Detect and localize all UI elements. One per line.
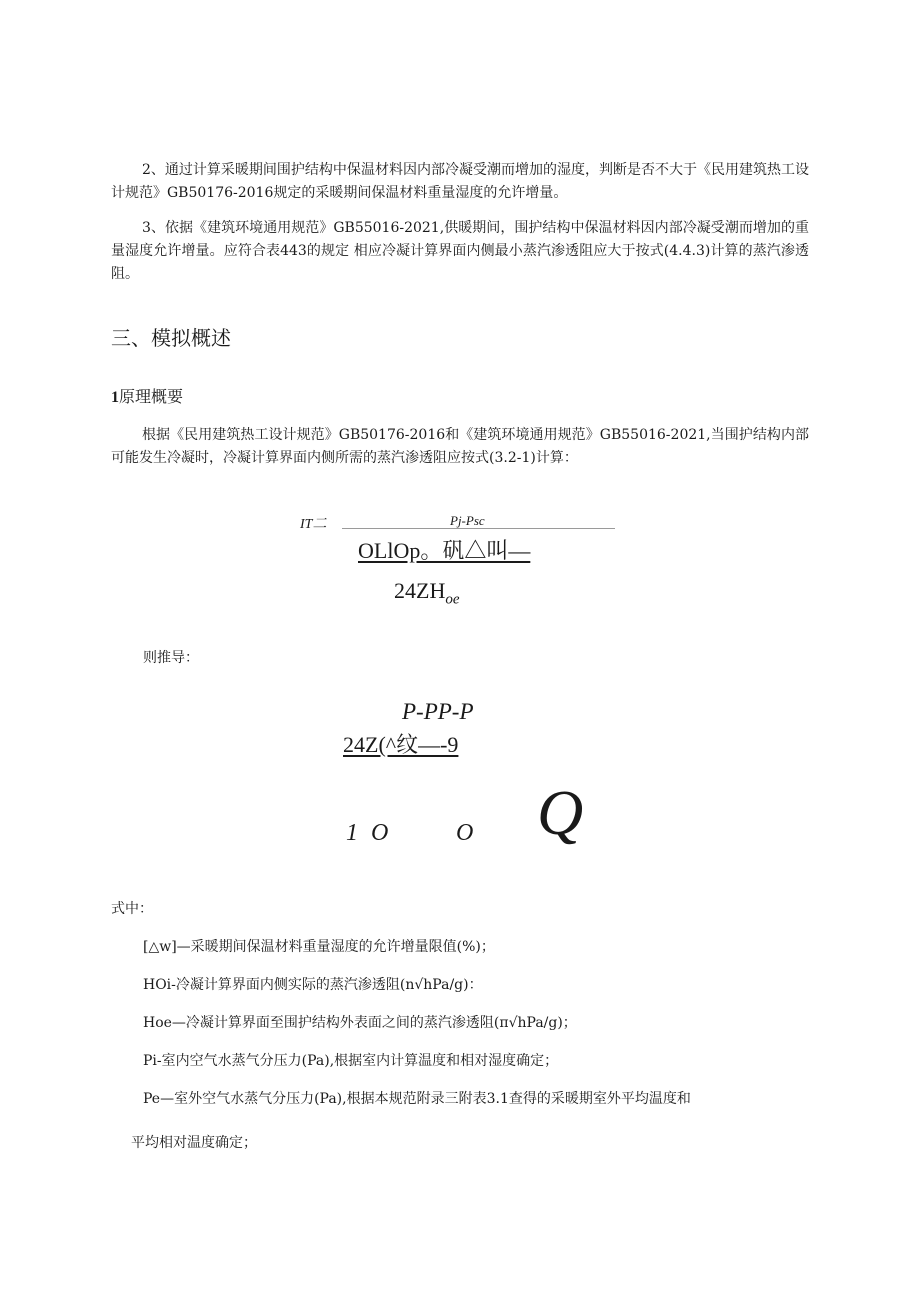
definition-delta-w: [△w]—采暖期间保温材料重量湿度的允许增量限值(%)；: [143, 939, 495, 955]
definition-hoe: Hoe—冷凝计算界面至围护结构外表面之间的蒸汽渗透阻(π√hPa/g)；: [143, 1015, 577, 1031]
subsection-heading: [111, 384, 183, 407]
paragraph-2: 2、通过计算采暖期间围护结构中保温材料因内部冷凝受潮而增加的湿度，判断是否不大于《民用建筑热工设计规范》GB50176-2016规定的采暖期间保温材料重量湿度的允许增量。: [111, 162, 809, 201]
where-label: 式中：: [111, 901, 153, 917]
fraction-line: [342, 528, 615, 529]
subsection-number: 1: [111, 389, 119, 406]
formula-1-line-2: OLlOp。矾△叫—: [358, 538, 531, 563]
formula-2-term-2: O: [371, 820, 389, 846]
definition-pe-continued: 平均相对温度确定；: [131, 1135, 257, 1151]
section-heading: 三、模拟概述: [111, 326, 231, 350]
definition-pe: Pe—室外空气水蒸气分压力(Pa),根据本规范附录三附表3.1查得的采暖期室外平均温度和: [143, 1091, 691, 1107]
principle-paragraph: 根据《民用建筑热工设计规范》GB50176-2016和《建筑环境通用规范》GB55016-2021,当围护结构内部可能发生冷凝时，冷凝计算界面内侧所需的蒸汽渗透阻应按式(3.2-1)计算：: [111, 427, 809, 466]
derive-label: 则推导：: [143, 650, 199, 666]
formula-2-term-1: 1: [346, 820, 358, 846]
formula-2-term-3: O: [456, 820, 474, 846]
definition-hoi: HOi-冷凝计算界面内侧实际的蒸汽渗透阻(n√hPa/g)：: [143, 977, 483, 993]
definition-pi: Pi-室内空气水蒸气分压力(Pa),根据室内计算温度和相对湿度确定；: [143, 1053, 559, 1069]
paragraph-3: 3、依据《建筑环境通用规范》GB55016-2021,供暖期间，围护结构中保温材料因内部冷凝受潮而增加的重量湿度允许增量。应符合表443的规定 相应冷凝计算界面内侧最小蒸汽渗透阻应大于按式(4.4.3)计算的蒸汽渗透阻。: [111, 220, 809, 282]
formula-1-lhs: IT二: [300, 517, 327, 532]
formula-2-term-4: Q: [537, 777, 584, 848]
formula-2-line-1: P-PP-P: [402, 699, 474, 724]
subsection-title: 原理概要: [119, 387, 184, 406]
formula-1-line-3: $24ZH_{oe}$: [394, 578, 460, 608]
formula-1-numerator: Pj-Psc: [450, 513, 485, 528]
formula-2-line-2: 24Z(^纹—-9: [343, 732, 459, 757]
